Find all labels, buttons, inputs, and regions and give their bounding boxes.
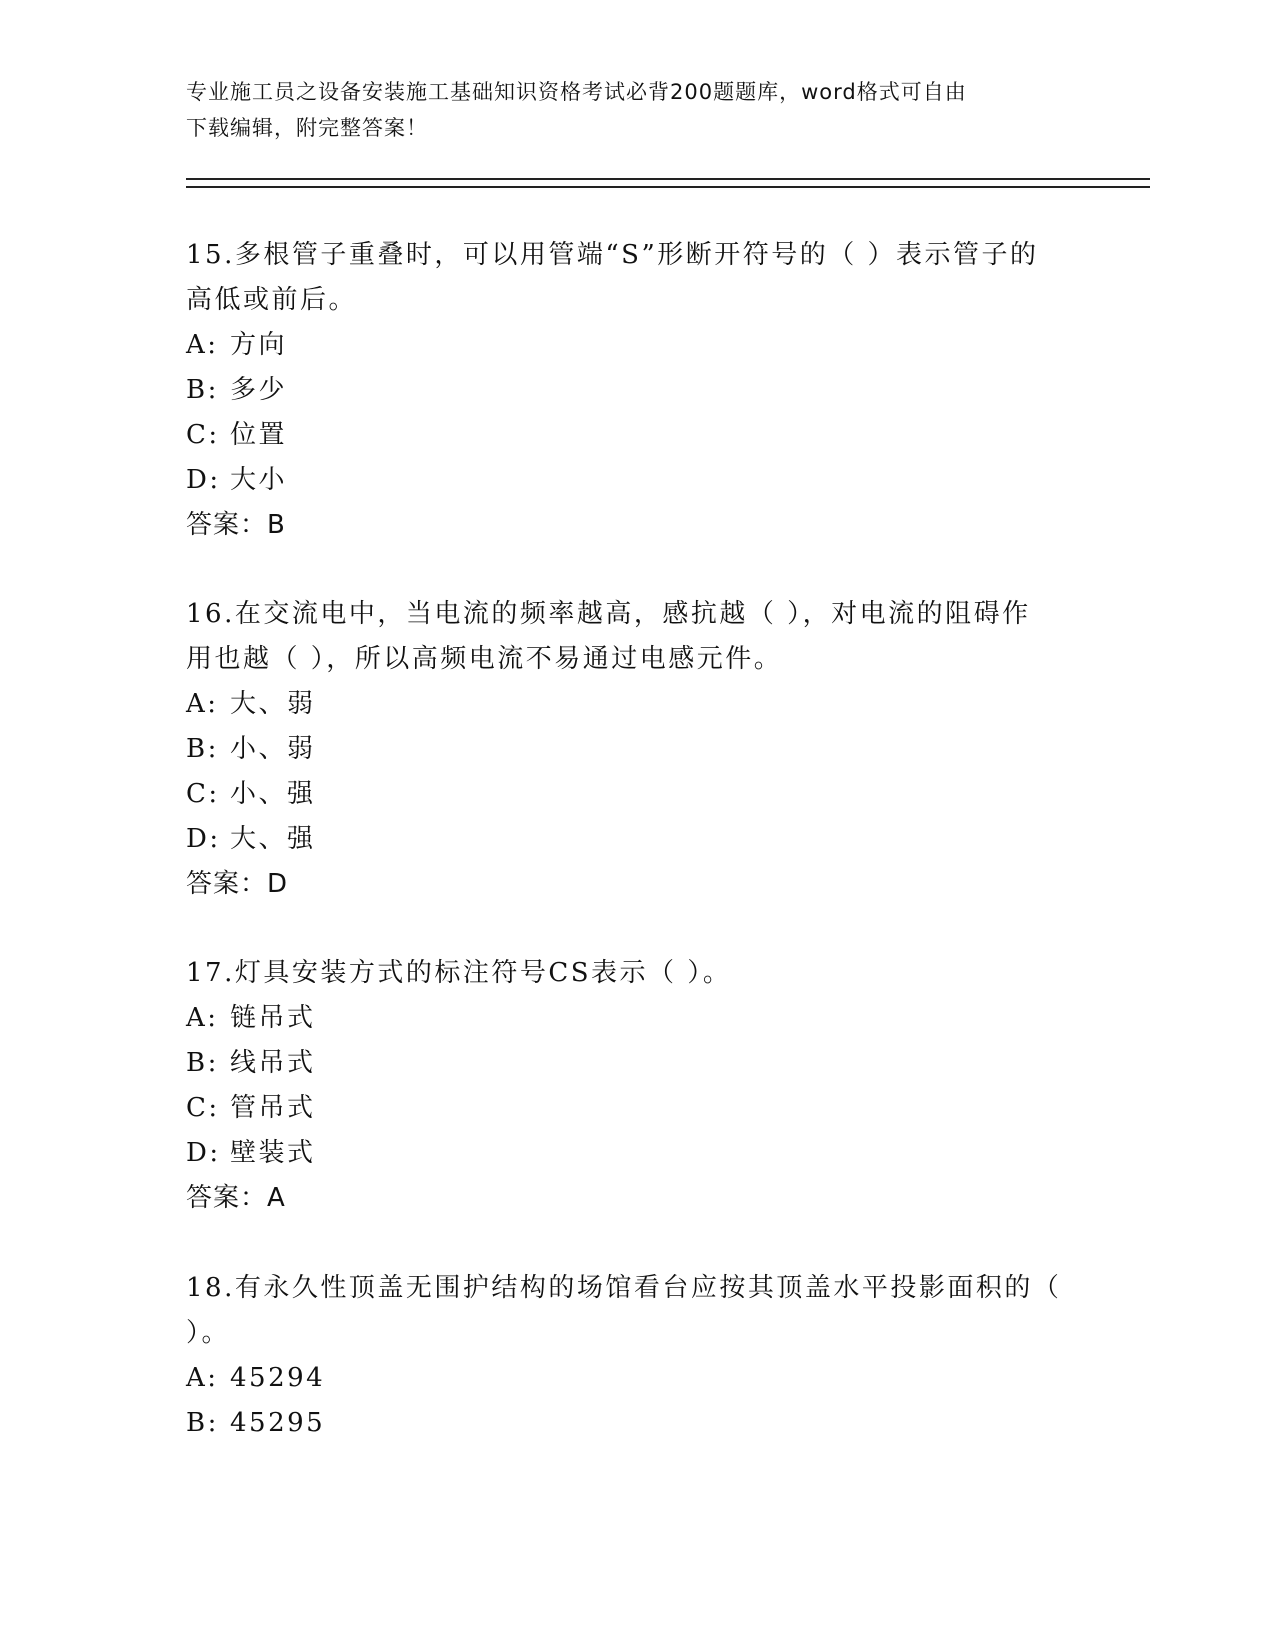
- question-stem: [186, 233, 1086, 323]
- answer: 答案：B: [186, 510, 286, 540]
- answer: 答案：A: [186, 1183, 286, 1213]
- option-d: [186, 1131, 1086, 1176]
- option-key: D:: [186, 1138, 221, 1168]
- option-key: D:: [186, 824, 221, 854]
- question-17: [186, 951, 1086, 1221]
- question-stem-line: ）。: [186, 1318, 231, 1348]
- header-title-line2: 下载编辑，附完整答案！: [186, 116, 428, 140]
- question-stem-line: 17.灯具安装方式的标注符号CS表示（ ）。: [186, 958, 732, 988]
- option-key: B:: [186, 1048, 219, 1078]
- question-stem-line: 16.在交流电中，当电流的频率越高，感抗越（ ），对电流的阻碍作: [186, 599, 1031, 629]
- option-b: [186, 1041, 1086, 1086]
- question-stem-line: 高低或前后。: [186, 285, 358, 315]
- option-text: 45295: [230, 1408, 326, 1438]
- header-title-line1: 专业施工员之设备安装施工基础知识资格考试必背200题题库，word格式可自由: [186, 80, 967, 104]
- option-d: [186, 458, 1086, 503]
- option-key: A:: [186, 330, 219, 360]
- option-text: 链吊式: [230, 1003, 316, 1033]
- option-a: [186, 1356, 1086, 1401]
- option-c: [186, 1086, 1086, 1131]
- option-text: 方向: [230, 330, 288, 360]
- option-text: 45294: [230, 1363, 326, 1393]
- option-text: 小、强: [230, 779, 316, 809]
- option-d: [186, 817, 1086, 862]
- option-key: A:: [186, 1363, 219, 1393]
- option-b: [186, 727, 1086, 772]
- option-text: 壁装式: [230, 1138, 316, 1168]
- option-a: [186, 996, 1086, 1041]
- option-text: 管吊式: [230, 1093, 316, 1123]
- option-text: 线吊式: [230, 1048, 316, 1078]
- option-text: 多少: [230, 375, 288, 405]
- option-key: D:: [186, 465, 221, 495]
- option-a: [186, 682, 1086, 727]
- option-b: [186, 368, 1086, 413]
- question-stem: [186, 1266, 1086, 1356]
- question-16: [186, 592, 1086, 907]
- option-text: 大、弱: [230, 689, 316, 719]
- option-text: 大、强: [230, 824, 316, 854]
- header-divider: [186, 178, 1150, 188]
- option-text: 小、弱: [230, 734, 316, 764]
- question-stem: [186, 951, 1086, 996]
- question-stem-line: 18.有永久性顶盖无围护结构的场馆看台应按其顶盖水平投影面积的（: [186, 1273, 1062, 1303]
- option-key: C:: [186, 1093, 220, 1123]
- option-key: C:: [186, 420, 220, 450]
- option-a: [186, 323, 1086, 368]
- option-key: B:: [186, 375, 219, 405]
- page-header: [186, 74, 1066, 146]
- option-key: A:: [186, 689, 219, 719]
- option-key: B:: [186, 734, 219, 764]
- question-stem-line: 用也越（ ），所以高频电流不易通过电感元件。: [186, 644, 783, 674]
- question-stem-line: 15.多根管子重叠时，可以用管端“S”形断开符号的（ ）表示管子的: [186, 240, 1039, 270]
- question-15: [186, 233, 1086, 548]
- option-text: 大小: [230, 465, 288, 495]
- answer: 答案：D: [186, 869, 289, 899]
- option-b: [186, 1401, 1086, 1446]
- option-key: B:: [186, 1408, 219, 1438]
- option-text: 位置: [230, 420, 288, 450]
- option-c: [186, 413, 1086, 458]
- option-key: A:: [186, 1003, 219, 1033]
- option-key: C:: [186, 779, 220, 809]
- question-stem: [186, 592, 1086, 682]
- option-c: [186, 772, 1086, 817]
- question-18: [186, 1266, 1086, 1446]
